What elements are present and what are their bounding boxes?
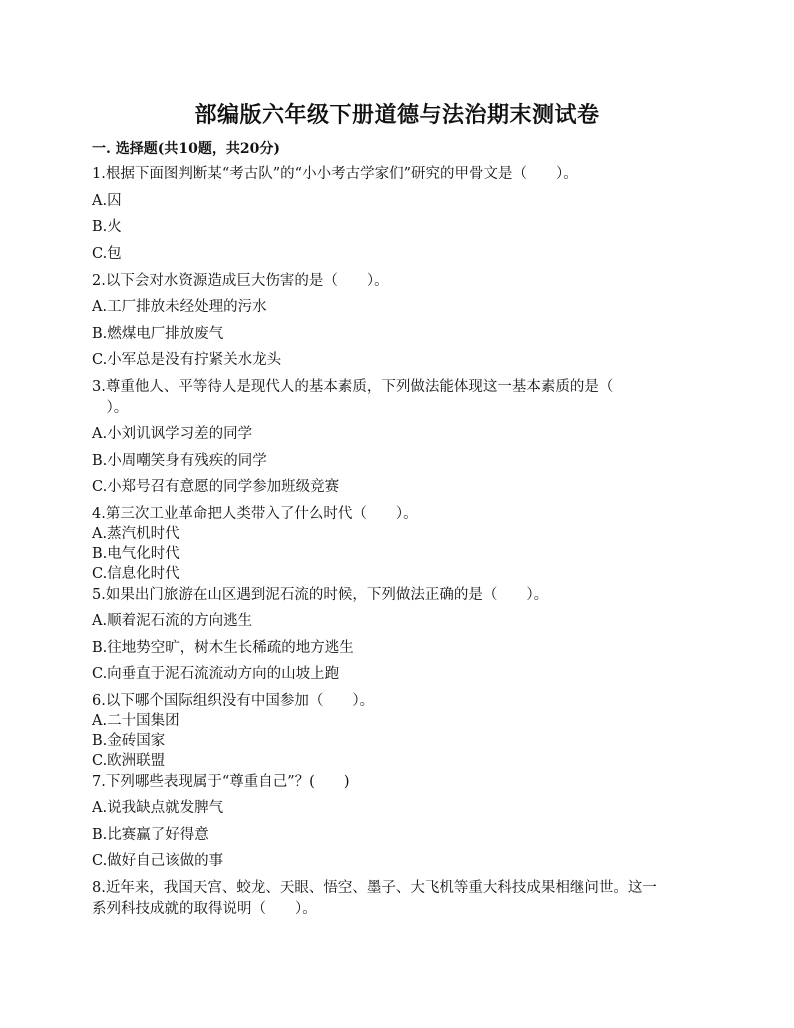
question-8-stem-line-2: 系列科技成就的取得说明（ ）。 [92, 901, 317, 917]
section-heading: 一. 选择题(共10题，共20分) [92, 141, 280, 157]
question-8-stem-line-1: 8.近年来，我国天宫、蛟龙、天眼、悟空、墨子、大飞机等重大科技成果相继问世。这一 [92, 880, 657, 896]
question-3-option-a: A.小刘讥讽学习差的同学 [92, 426, 253, 442]
question-4-option-b: B.电气化时代 [92, 546, 180, 562]
question-3-stem-line-2: ）。 [92, 400, 129, 416]
question-7-stem: 7.下列哪些表现属于“尊重自己”？( ) [92, 774, 350, 790]
question-5-option-a: A.顺着泥石流的方向逃生 [92, 613, 253, 629]
page-title: 部编版六年级下册道德与法治期末测试卷 [194, 102, 600, 128]
question-1-option-c: C.包 [92, 246, 122, 262]
question-6-option-c: C.欧洲联盟 [92, 753, 166, 769]
question-6-stem: 6.以下哪个国际组织没有中国参加（ ）。 [92, 693, 375, 709]
question-7-option-c: C.做好自己该做的事 [92, 853, 224, 869]
question-2-stem: 2.以下会对水资源造成巨大伤害的是（ ）。 [92, 273, 389, 289]
question-5-stem: 5.如果出门旅游在山区遇到泥石流的时候，下列做法正确的是（ ）。 [92, 587, 549, 603]
question-3-stem-line-1: 3.尊重他人、平等待人是现代人的基本素质，下列做法能体现这一基本素质的是（ [92, 379, 614, 395]
question-1-option-a: A.囚 [92, 193, 122, 209]
question-6-option-a: A.二十国集团 [92, 713, 180, 729]
question-2-option-b: B.燃煤电厂排放废气 [92, 326, 224, 342]
question-6-option-b: B.金砖国家 [92, 733, 166, 749]
question-3-option-c: C.小郑号召有意愿的同学参加班级竞赛 [92, 479, 340, 495]
question-4-option-a: A.蒸汽机时代 [92, 526, 180, 542]
question-4-stem: 4.第三次工业革命把人类带入了什么时代（ ）。 [92, 506, 418, 522]
question-7-option-b: B.比赛赢了好得意 [92, 827, 209, 843]
question-2-option-c: C.小军总是没有拧紧关水龙头 [92, 352, 282, 368]
question-1-option-b: B.火 [92, 219, 122, 235]
question-5-option-c: C.向垂直于泥石流流动方向的山坡上跑 [92, 666, 340, 682]
question-2-option-a: A.工厂排放未经处理的污水 [92, 299, 267, 315]
question-4-option-c: C.信息化时代 [92, 566, 180, 582]
question-3-option-b: B.小周嘲笑身有残疾的同学 [92, 453, 267, 469]
question-1-stem: 1.根据下面图判断某“考古队”的“小小考古学家们”研究的甲骨文是（ ）。 [92, 166, 578, 182]
question-7-option-a: A.说我缺点就发脾气 [92, 800, 224, 816]
question-5-option-b: B.往地势空旷，树木生长稀疏的地方逃生 [92, 640, 354, 656]
